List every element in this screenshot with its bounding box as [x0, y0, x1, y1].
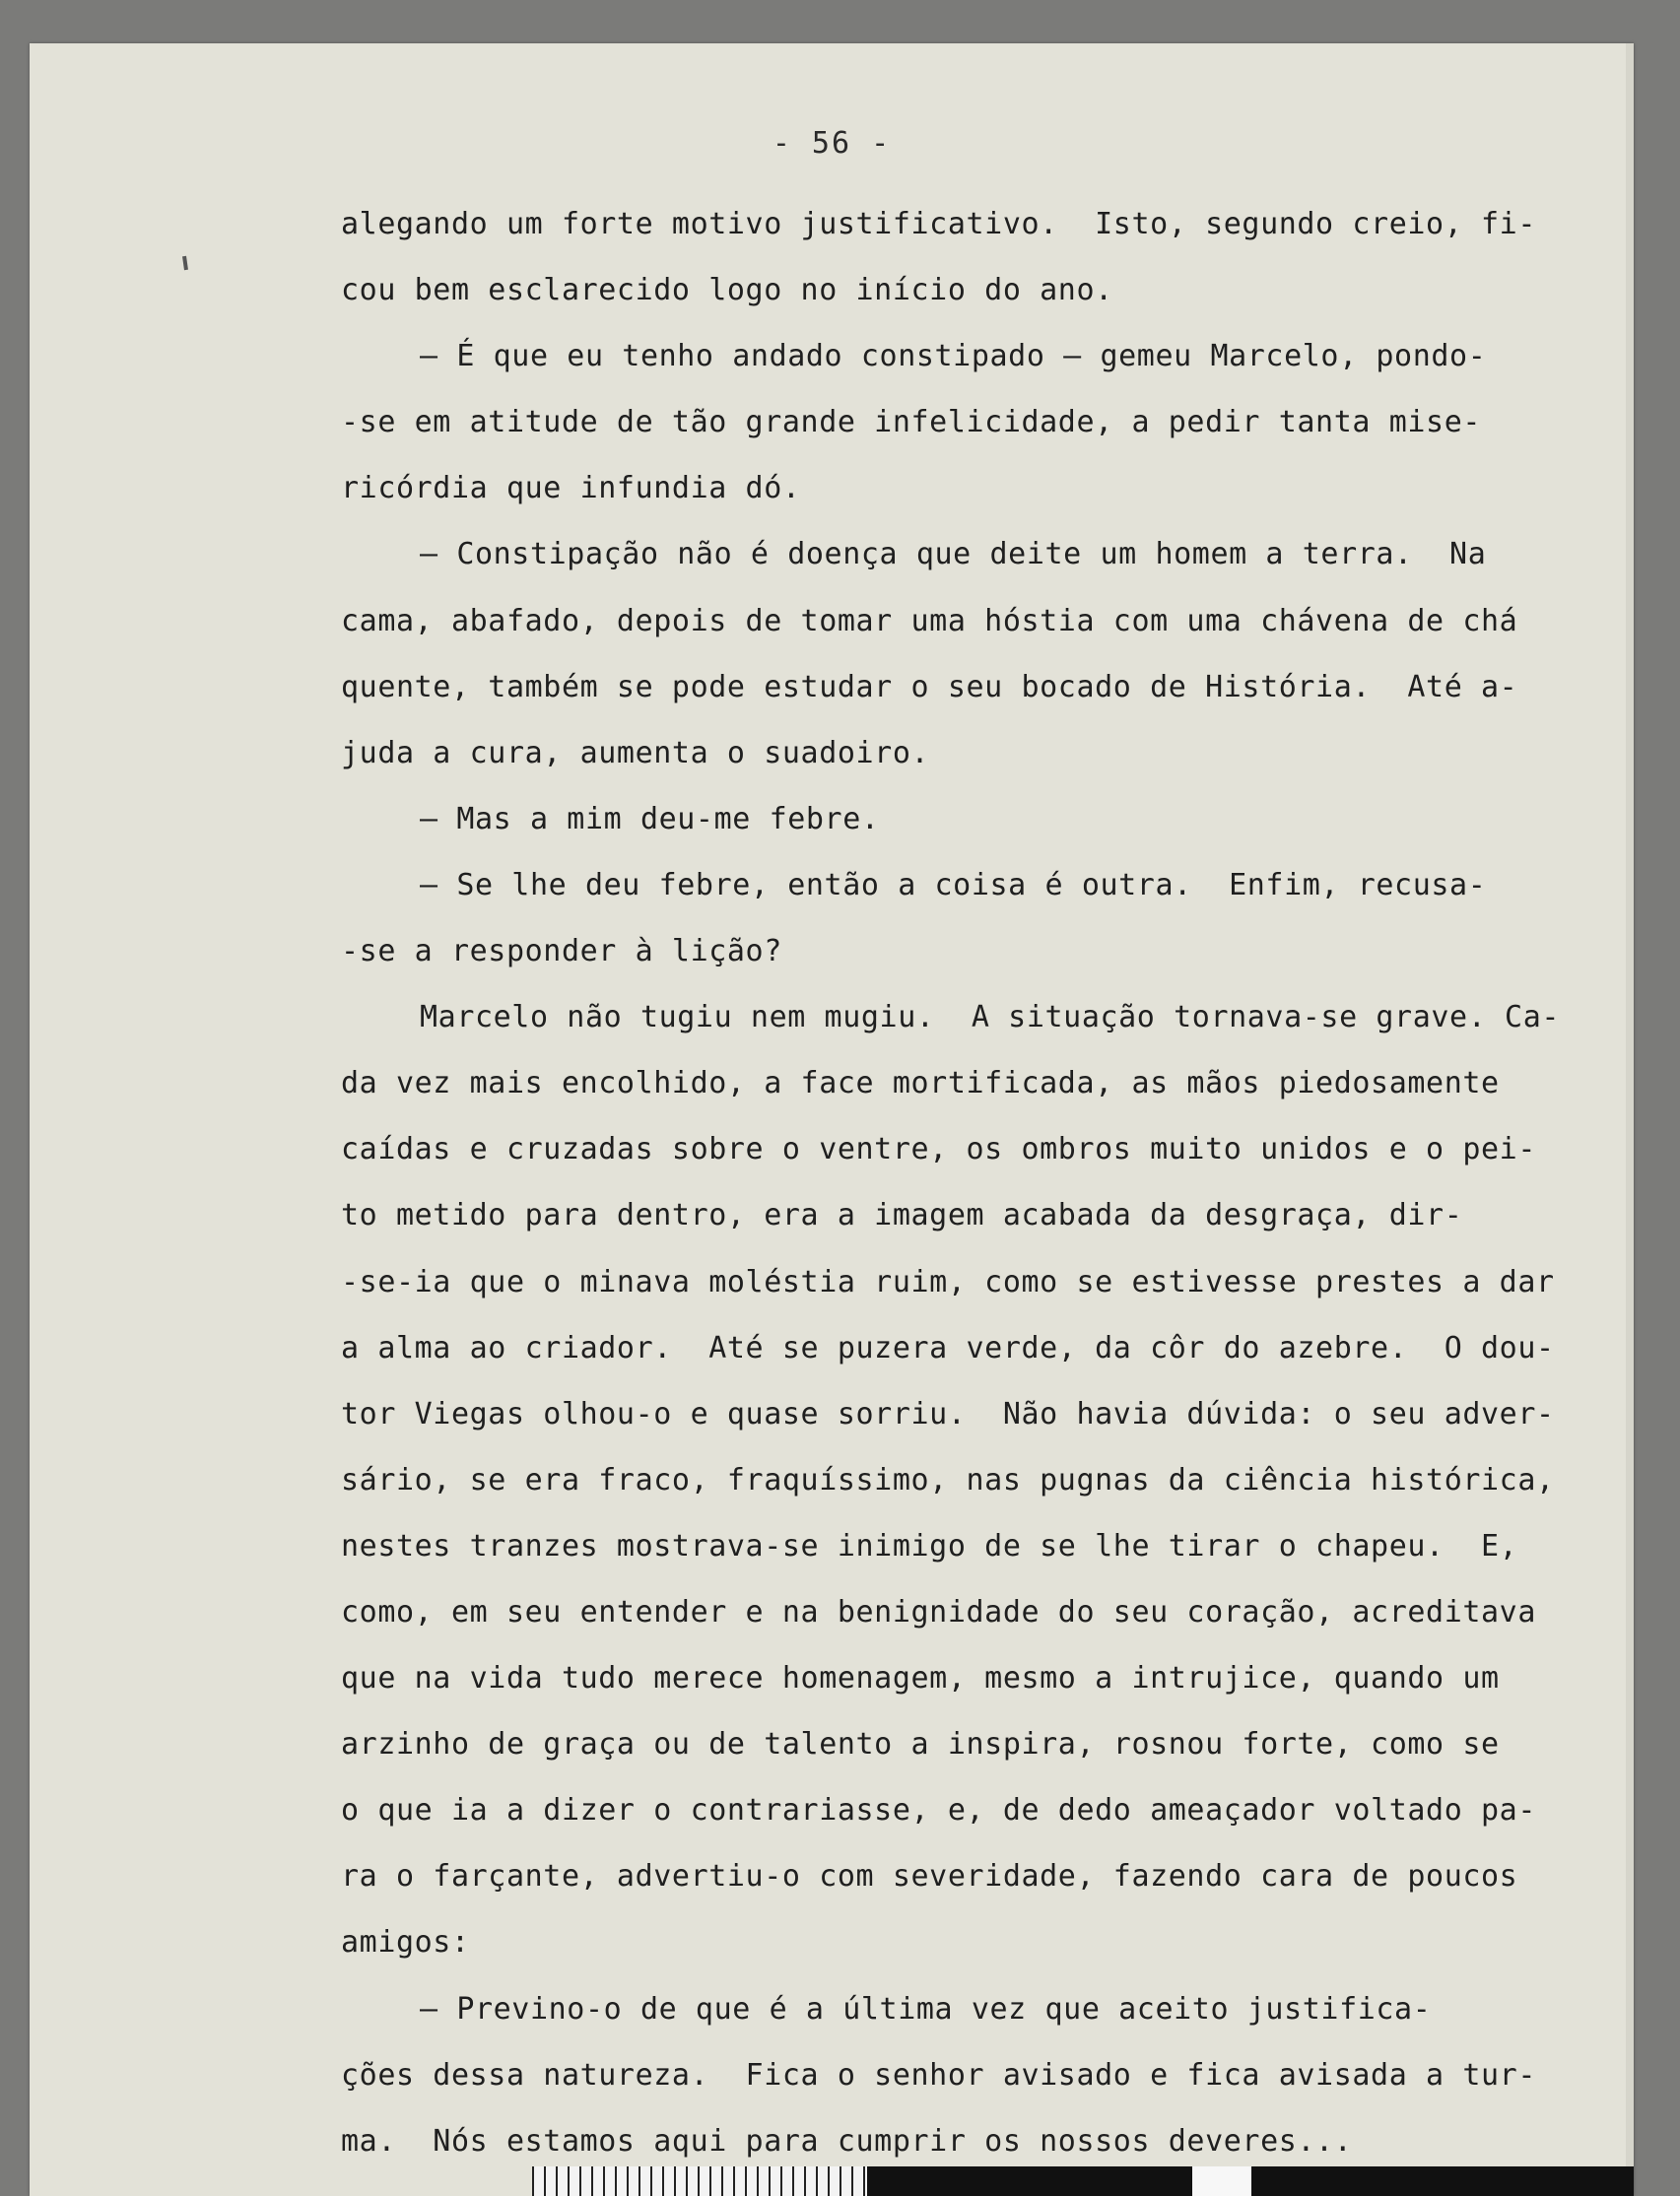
text-line: Marcelo não tugiu nem mugiu. A situação tornava-se grave. Ca-: [420, 1000, 1561, 1035]
text-line: cama, abafado, depois de tomar uma hóstia com uma chávena de chá: [341, 603, 1518, 638]
text-line: sário, se era fraco, fraquíssimo, nas pugnas da ciência histórica,: [341, 1462, 1555, 1497]
text-line: ções dessa natureza. Fica o senhor avisado e fica avisada a tur-: [341, 2057, 1536, 2093]
text-line: — Previno-o de que é a última vez que aceito justifica-: [420, 1991, 1432, 2027]
text-line: — Mas a mim deu-me febre.: [420, 801, 880, 836]
text-line: a alma ao criador. Até se puzera verde, da côr do azebre. O dou-: [341, 1330, 1555, 1365]
calibration-white-patch: [1192, 2166, 1251, 2196]
text-line: ricórdia que infundia dó.: [341, 471, 801, 506]
text-line: cou bem esclarecido logo no início do ano.: [341, 273, 1113, 308]
text-line: -se-ia que o minava moléstia ruim, como se estivesse prestes a dar: [341, 1264, 1555, 1299]
ruler-scale: [532, 2166, 867, 2196]
text-line: quente, também se pode estudar o seu bocado de História. Até a-: [341, 669, 1518, 704]
text-line: ra o farçante, advertiu-o com severidade, fazendo cara de poucos: [341, 1859, 1518, 1895]
text-line: que na vida tudo merece homenagem, mesmo a intrujice, quando um: [341, 1661, 1500, 1697]
text-line: to metido para dentro, era a imagem acabada da desgraça, dir-: [341, 1198, 1463, 1233]
text-line: o que ia a dizer o contrariasse, e, de dedo ameaçador voltado pa-: [341, 1793, 1536, 1829]
text-line: como, em seu entender e na benignidade do seu coração, acreditava: [341, 1594, 1536, 1630]
text-line: amigos:: [341, 1925, 470, 1961]
text-line: caídas e cruzadas sobre o ventre, os ombros muito unidos e o pei-: [341, 1132, 1536, 1167]
text-line: nestes tranzes mostrava-se inimigo de se lhe tirar o chapeu. E,: [341, 1528, 1518, 1564]
page-number: - 56 -: [772, 126, 892, 161]
text-line: -se a responder à lição?: [341, 934, 782, 969]
document-page: [30, 43, 1634, 2196]
text-line: ma. Nós estamos aqui para cumprir os nossos deveres...: [341, 2123, 1353, 2159]
text-line: — Constipação não é doença que deite um homem a terra. Na: [420, 537, 1487, 572]
text-line: -se em atitude de tão grande infelicidade, a pedir tanta mise-: [341, 405, 1482, 440]
text-line: arzinho de graça ou de talento a inspira, rosnou forte, como se: [341, 1727, 1500, 1763]
text-line: da vez mais encolhido, a face mortificada, as mãos piedosamente: [341, 1066, 1500, 1101]
calibration-black-patch: [867, 2166, 1192, 2196]
text-line: tor Viegas olhou-o e quase sorriu. Não havia dúvida: o seu adver-: [341, 1396, 1555, 1431]
calibration-black-patch: [1251, 2166, 1634, 2196]
margin-mark: [182, 256, 188, 270]
text-line: — Se lhe deu febre, então a coisa é outra. Enfim, recusa-: [420, 867, 1487, 902]
text-line: alegando um forte motivo justificativo. Isto, segundo creio, fi-: [341, 207, 1536, 241]
typewritten-text: [341, 191, 1651, 2174]
text-line: — É que eu tenho andado constipado — gemeu Marcelo, pondo-: [420, 339, 1487, 374]
scan-calibration-strip: [532, 2166, 1634, 2196]
text-line: juda a cura, aumenta o suadoiro.: [341, 735, 930, 770]
